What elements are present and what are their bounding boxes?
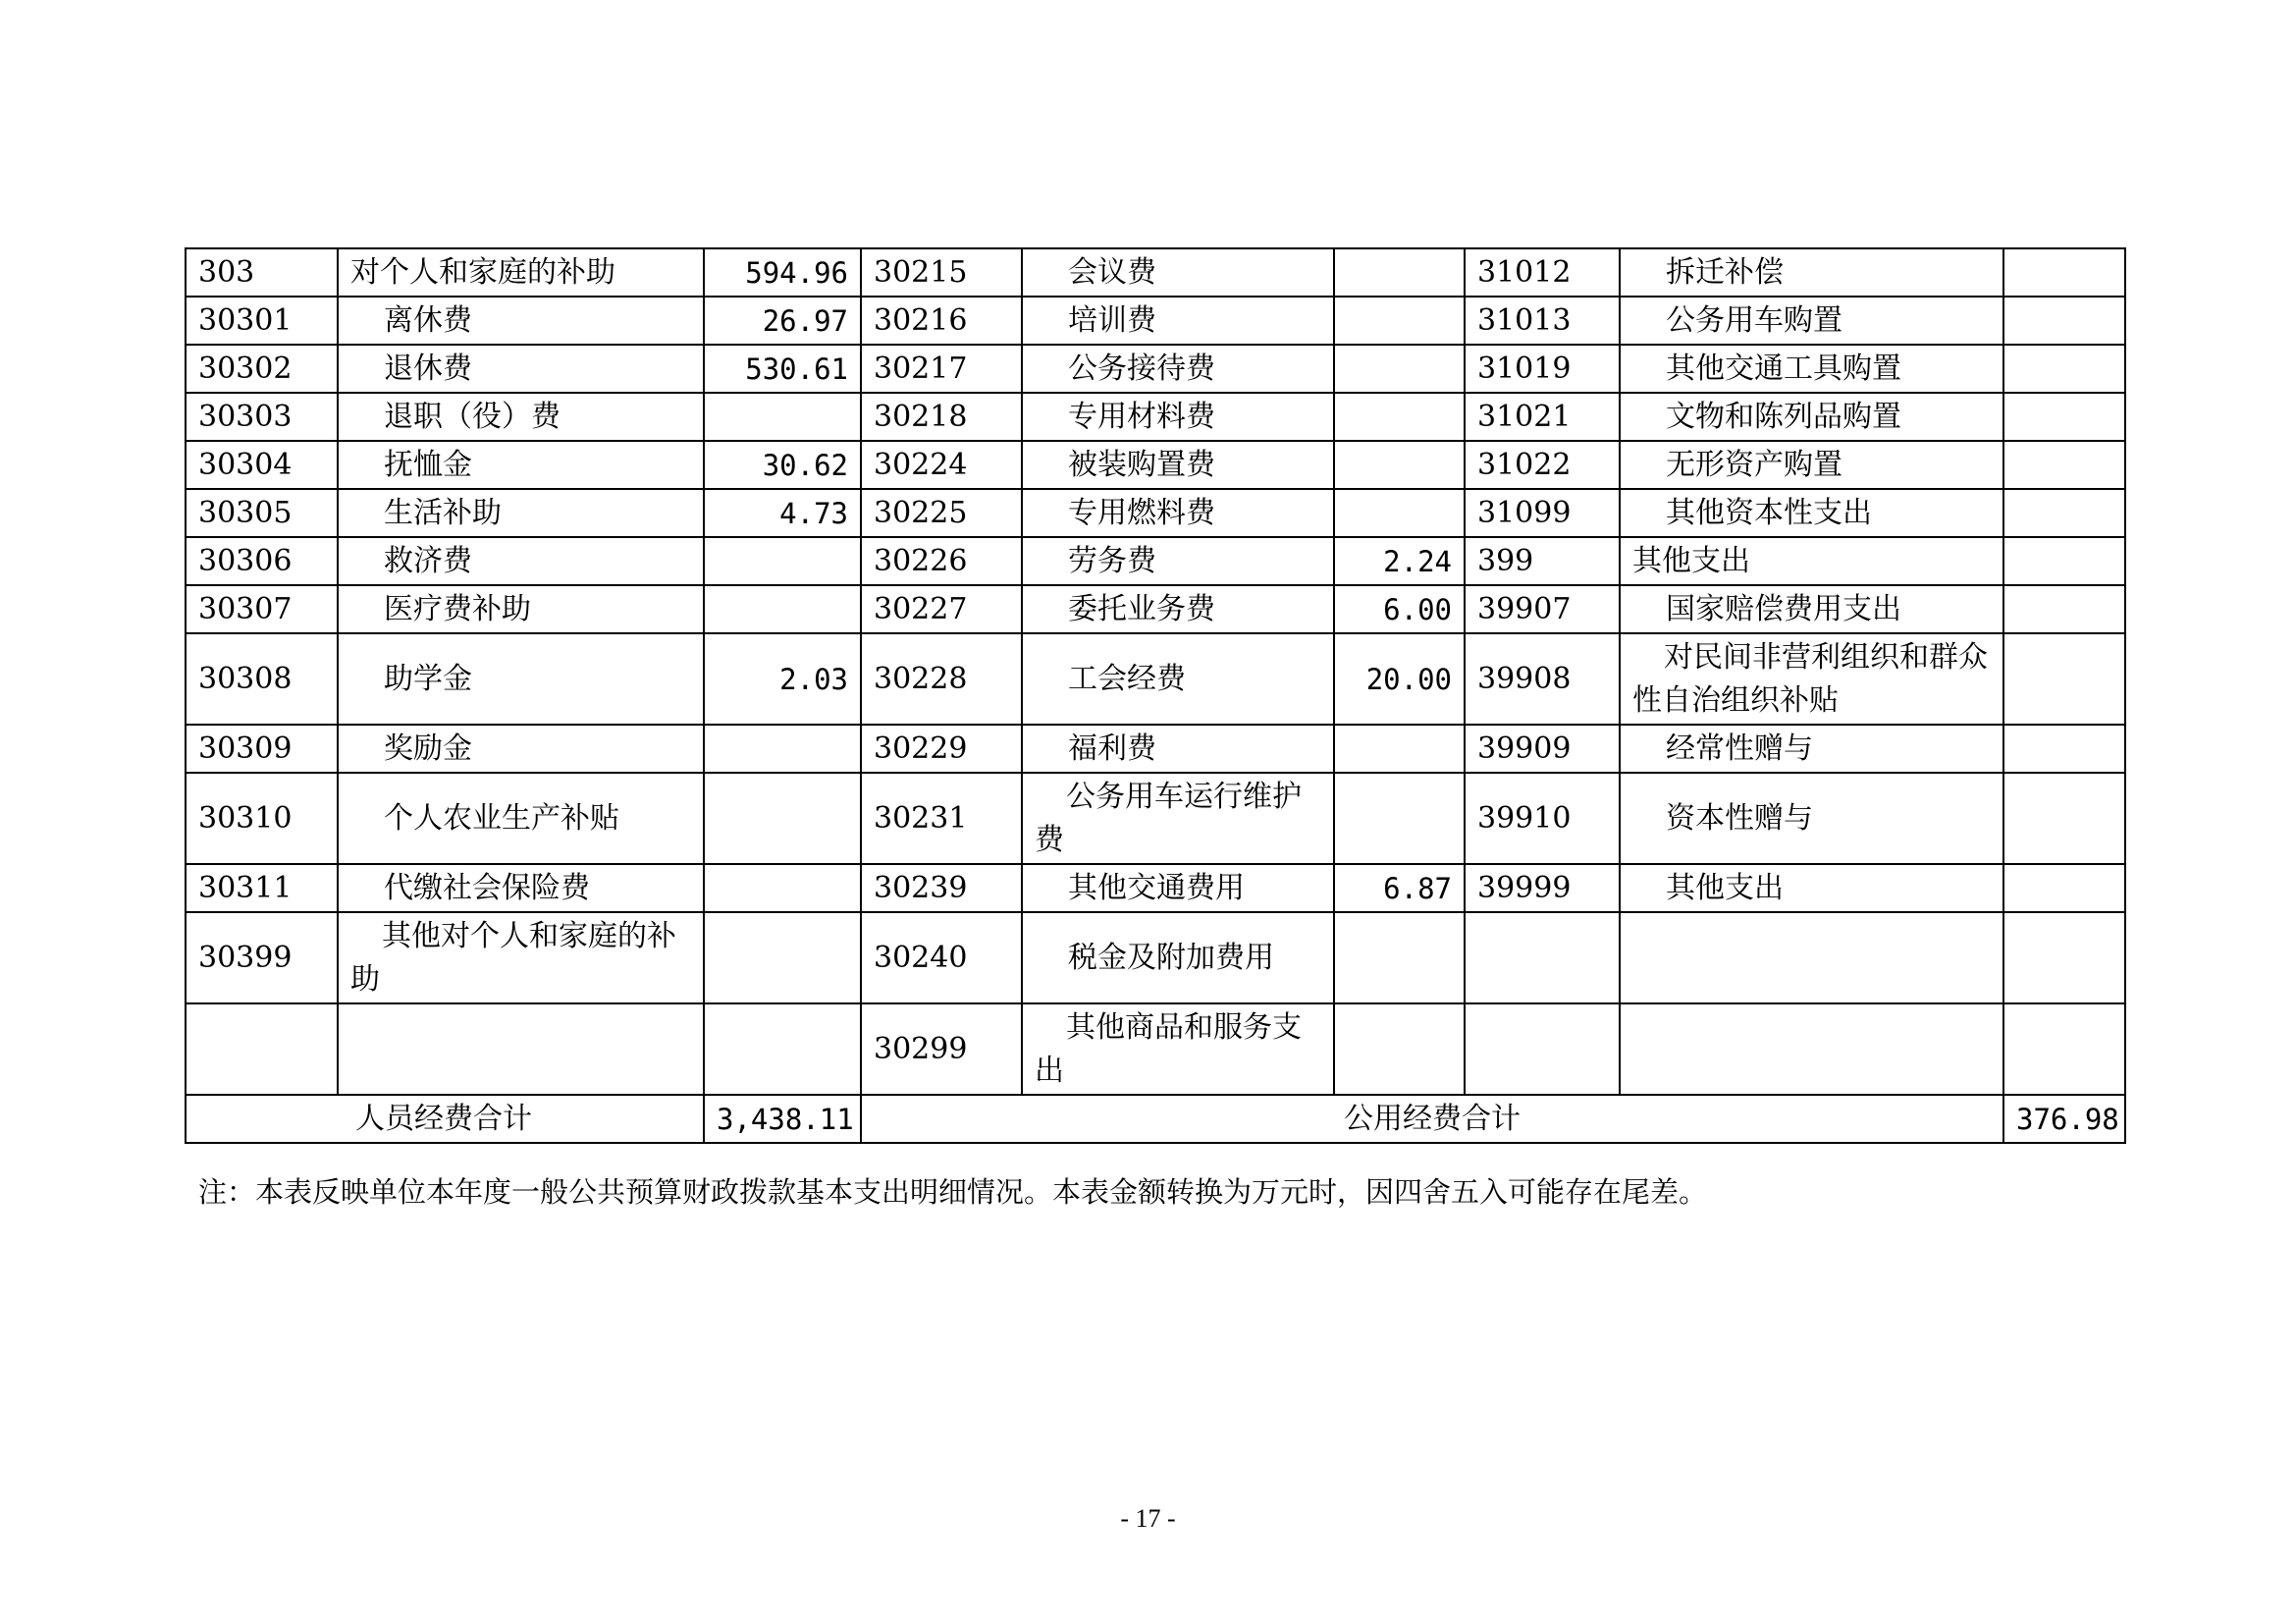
- amount-cell: [1334, 912, 1465, 1003]
- code-cell: 39907: [1465, 585, 1620, 633]
- item-name-cell: 其他支出: [1620, 537, 2003, 585]
- amount-cell: 30.62: [704, 441, 861, 489]
- table-row: [186, 393, 2125, 441]
- amount-cell: 4.73: [704, 489, 861, 537]
- item-name-cell: 公务接待费: [1022, 345, 1334, 393]
- budget-detail-table: [185, 247, 2126, 1144]
- code-cell: 30227: [861, 585, 1022, 633]
- code-cell: 39909: [1465, 725, 1620, 773]
- totals-row: [186, 1095, 2125, 1143]
- item-name-cell: 文物和陈列品购置: [1620, 393, 2003, 441]
- item-name-cell: 劳务费: [1022, 537, 1334, 585]
- amount-cell: 6.87: [1334, 864, 1465, 912]
- personnel-total-value: 3,438.11: [704, 1095, 861, 1143]
- code-cell: 30228: [861, 633, 1022, 725]
- item-name-cell: 专用材料费: [1022, 393, 1334, 441]
- table-row: [186, 585, 2125, 633]
- amount-cell: [2003, 725, 2125, 773]
- code-cell: 30310: [186, 773, 338, 864]
- code-cell: 30311: [186, 864, 338, 912]
- code-cell: 39908: [1465, 633, 1620, 725]
- amount-cell: 20.00: [1334, 633, 1465, 725]
- amount-cell: 594.96: [704, 248, 861, 297]
- item-name-cell: 委托业务费: [1022, 585, 1334, 633]
- code-cell: 31022: [1465, 441, 1620, 489]
- item-name-cell: 培训费: [1022, 297, 1334, 345]
- code-cell: 31099: [1465, 489, 1620, 537]
- code-cell: 31019: [1465, 345, 1620, 393]
- item-name-cell: 助学金: [338, 633, 704, 725]
- item-name-cell: 无形资产购置: [1620, 441, 2003, 489]
- item-name-cell: 退职（役）费: [338, 393, 704, 441]
- code-cell: 30301: [186, 297, 338, 345]
- amount-cell: [1334, 441, 1465, 489]
- amount-cell: [2003, 345, 2125, 393]
- item-name-cell: 国家赔偿费用支出: [1620, 585, 2003, 633]
- item-name-cell: 其他支出: [1620, 864, 2003, 912]
- table-row: [186, 1003, 2125, 1095]
- amount-cell: [2003, 537, 2125, 585]
- item-name-cell: 其他资本性支出: [1620, 489, 2003, 537]
- code-cell: 30225: [861, 489, 1022, 537]
- table-row: [186, 912, 2125, 1003]
- code-cell: 30308: [186, 633, 338, 725]
- amount-cell: [1334, 773, 1465, 864]
- table-row: [186, 633, 2125, 725]
- item-name-cell: 其他对个人和家庭的补助: [338, 912, 704, 1003]
- item-name-cell: 退休费: [338, 345, 704, 393]
- item-name-cell: 公务用车运行维护费: [1022, 773, 1334, 864]
- amount-cell: [2003, 773, 2125, 864]
- code-cell: [1465, 912, 1620, 1003]
- amount-cell: [2003, 585, 2125, 633]
- code-cell: 30226: [861, 537, 1022, 585]
- item-name-cell: 离休费: [338, 297, 704, 345]
- item-name-cell: 奖励金: [338, 725, 704, 773]
- code-cell: 30218: [861, 393, 1022, 441]
- amount-cell: [2003, 912, 2125, 1003]
- table-row: [186, 725, 2125, 773]
- code-cell: 30303: [186, 393, 338, 441]
- item-name-cell: 工会经费: [1022, 633, 1334, 725]
- code-cell: 303: [186, 248, 338, 297]
- amount-cell: [1334, 345, 1465, 393]
- code-cell: 30240: [861, 912, 1022, 1003]
- amount-cell: [704, 1003, 861, 1095]
- personnel-total-label: 人员经费合计: [186, 1095, 704, 1143]
- item-name-cell: 对民间非营利组织和群众性自治组织补贴: [1620, 633, 2003, 725]
- amount-cell: 2.24: [1334, 537, 1465, 585]
- item-name-cell: 被装购置费: [1022, 441, 1334, 489]
- table-row: [186, 773, 2125, 864]
- item-name-cell: 税金及附加费用: [1022, 912, 1334, 1003]
- item-name-cell: 经常性赠与: [1620, 725, 2003, 773]
- code-cell: 30215: [861, 248, 1022, 297]
- code-cell: [1465, 1003, 1620, 1095]
- amount-cell: [2003, 297, 2125, 345]
- item-name-cell: 对个人和家庭的补助: [338, 248, 704, 297]
- item-name-cell: 专用燃料费: [1022, 489, 1334, 537]
- code-cell: 30229: [861, 725, 1022, 773]
- amount-cell: [1334, 489, 1465, 537]
- item-name-cell: 个人农业生产补贴: [338, 773, 704, 864]
- amount-cell: [2003, 864, 2125, 912]
- code-cell: 39999: [1465, 864, 1620, 912]
- item-name-cell: 生活补助: [338, 489, 704, 537]
- amount-cell: [704, 864, 861, 912]
- amount-cell: [1334, 248, 1465, 297]
- item-name-cell: 其他交通工具购置: [1620, 345, 2003, 393]
- item-name-cell: [338, 1003, 704, 1095]
- item-name-cell: 拆迁补偿: [1620, 248, 2003, 297]
- table-note: 注：本表反映单位本年度一般公共预算财政拨款基本支出明细情况。本表金额转换为万元时，因四舍五入可能存在尾差。: [198, 1175, 1708, 1209]
- table-row: [186, 441, 2125, 489]
- amount-cell: [704, 773, 861, 864]
- code-cell: 30224: [861, 441, 1022, 489]
- amount-cell: 6.00: [1334, 585, 1465, 633]
- amount-cell: [1334, 1003, 1465, 1095]
- item-name-cell: 抚恤金: [338, 441, 704, 489]
- amount-cell: [704, 725, 861, 773]
- amount-cell: [1334, 297, 1465, 345]
- code-cell: 30399: [186, 912, 338, 1003]
- table-row: [186, 345, 2125, 393]
- amount-cell: [704, 912, 861, 1003]
- amount-cell: [704, 585, 861, 633]
- public-total-label: 公用经费合计: [861, 1095, 2003, 1143]
- item-name-cell: 代缴社会保险费: [338, 864, 704, 912]
- amount-cell: [2003, 1003, 2125, 1095]
- code-cell: 30305: [186, 489, 338, 537]
- code-cell: 31013: [1465, 297, 1620, 345]
- item-name-cell: [1620, 912, 2003, 1003]
- table-row: [186, 297, 2125, 345]
- code-cell: 30239: [861, 864, 1022, 912]
- table-row: [186, 537, 2125, 585]
- amount-cell: [2003, 489, 2125, 537]
- item-name-cell: 福利费: [1022, 725, 1334, 773]
- page-number: - 17 -: [1120, 1504, 1176, 1533]
- code-cell: 30231: [861, 773, 1022, 864]
- amount-cell: [1334, 393, 1465, 441]
- amount-cell: [2003, 248, 2125, 297]
- code-cell: 399: [1465, 537, 1620, 585]
- code-cell: 30307: [186, 585, 338, 633]
- table-row: [186, 248, 2125, 297]
- code-cell: 30302: [186, 345, 338, 393]
- code-cell: 30217: [861, 345, 1022, 393]
- item-name-cell: 公务用车购置: [1620, 297, 2003, 345]
- amount-cell: 530.61: [704, 345, 861, 393]
- amount-cell: [2003, 633, 2125, 725]
- item-name-cell: 其他商品和服务支出: [1022, 1003, 1334, 1095]
- item-name-cell: 救济费: [338, 537, 704, 585]
- code-cell: 30306: [186, 537, 338, 585]
- table-row: [186, 864, 2125, 912]
- item-name-cell: 医疗费补助: [338, 585, 704, 633]
- item-name-cell: 资本性赠与: [1620, 773, 2003, 864]
- amount-cell: [1334, 725, 1465, 773]
- item-name-cell: 其他交通费用: [1022, 864, 1334, 912]
- code-cell: 30216: [861, 297, 1022, 345]
- table-row: [186, 489, 2125, 537]
- code-cell: 30304: [186, 441, 338, 489]
- code-cell: [186, 1003, 338, 1095]
- item-name-cell: [1620, 1003, 2003, 1095]
- code-cell: 30299: [861, 1003, 1022, 1095]
- item-name-cell: 会议费: [1022, 248, 1334, 297]
- public-total-value: 376.98: [2003, 1095, 2125, 1143]
- amount-cell: [2003, 441, 2125, 489]
- amount-cell: [2003, 393, 2125, 441]
- code-cell: 39910: [1465, 773, 1620, 864]
- code-cell: 30309: [186, 725, 338, 773]
- code-cell: 31021: [1465, 393, 1620, 441]
- code-cell: 31012: [1465, 248, 1620, 297]
- amount-cell: 26.97: [704, 297, 861, 345]
- amount-cell: [704, 537, 861, 585]
- amount-cell: [704, 393, 861, 441]
- amount-cell: 2.03: [704, 633, 861, 725]
